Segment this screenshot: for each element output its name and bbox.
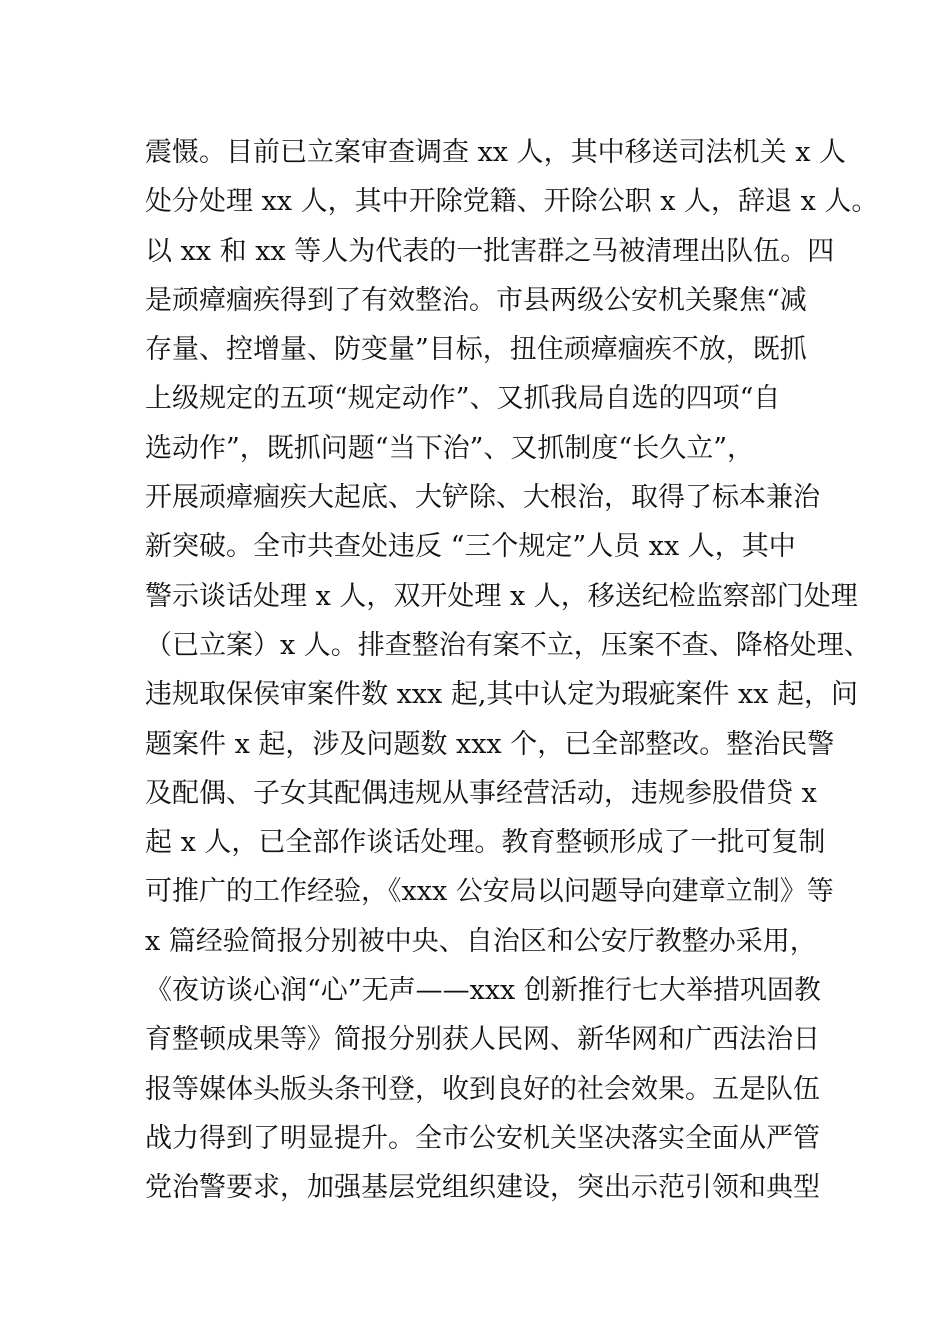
text-line: 是顽瘴痼疾得到了有效整治。市县两级公安机关聚焦“减	[145, 284, 807, 316]
text-line: 可推广的工作经验，《xxx 公安局以问题导向建章立制》等	[145, 876, 834, 908]
text-line: 报等媒体头版头条刊登，收到良好的社会效果。五是队伍	[145, 1073, 820, 1105]
text-line: 震慑。目前已立案审查调查 xx 人，其中移送司法机关 x 人	[145, 137, 847, 168]
text-line: 存量、控增量、防变量”目标，扭住顽瘴痼疾不放，既抓	[145, 334, 807, 366]
text-line: 题案件 x 起，涉及问题数 xxx 个，已全部整改。整治民警	[145, 728, 835, 760]
text-line: 战力得到了明显提升。全市公安机关坚决落实全面从严管	[145, 1122, 820, 1154]
text-line: 开展顽瘴痼疾大起底、大铲除、大根治，取得了标本兼治	[145, 482, 820, 514]
text-line: 及配偶、子女其配偶违规从事经营活动，违规参股借贷 x	[145, 777, 817, 809]
text-line: 以 xx 和 xx 等人为代表的一批害群之马被清理出队伍。四	[145, 235, 835, 267]
text-line: x 篇经验简报分别被中央、自治区和公安厅教整办采用，	[145, 925, 817, 957]
text-line: 《夜访谈心润“心”无声——xxx 创新推行七大举措巩固教	[145, 975, 821, 1007]
text-line: （已立案）x 人。排查整治有案不立，压案不查、降格处理、	[145, 629, 871, 661]
text-line: 处分处理 xx 人，其中开除党籍、开除公职 x 人，辞退 x 人。	[145, 186, 879, 218]
text-line: 上级规定的五项“规定动作”、又抓我局自选的四项“自	[145, 383, 781, 415]
text-line: 违规取保侯审案件数 xxx 起,其中认定为瑕疵案件 xx 起，问	[145, 679, 859, 711]
text-line: 起 x 人，已全部作谈话处理。教育整顿形成了一批可复制	[145, 827, 826, 859]
text-line: 党治警要求，加强基层党组织建设，突出示范引领和典型	[145, 1172, 820, 1204]
text-line: 选动作”，既抓问题“当下治”、又抓制度“长久立”，	[145, 432, 755, 464]
body-text	[145, 128, 879, 1213]
text-line: 育整顿成果等》简报分别获人民网、新华网和广西法治日	[145, 1024, 820, 1056]
text-line: 警示谈话处理 x 人，双开处理 x 人，移送纪检监察部门处理	[145, 580, 858, 612]
text-line: 新突破。全市共查处违反 “三个规定”人员 xx 人，其中	[145, 531, 796, 563]
